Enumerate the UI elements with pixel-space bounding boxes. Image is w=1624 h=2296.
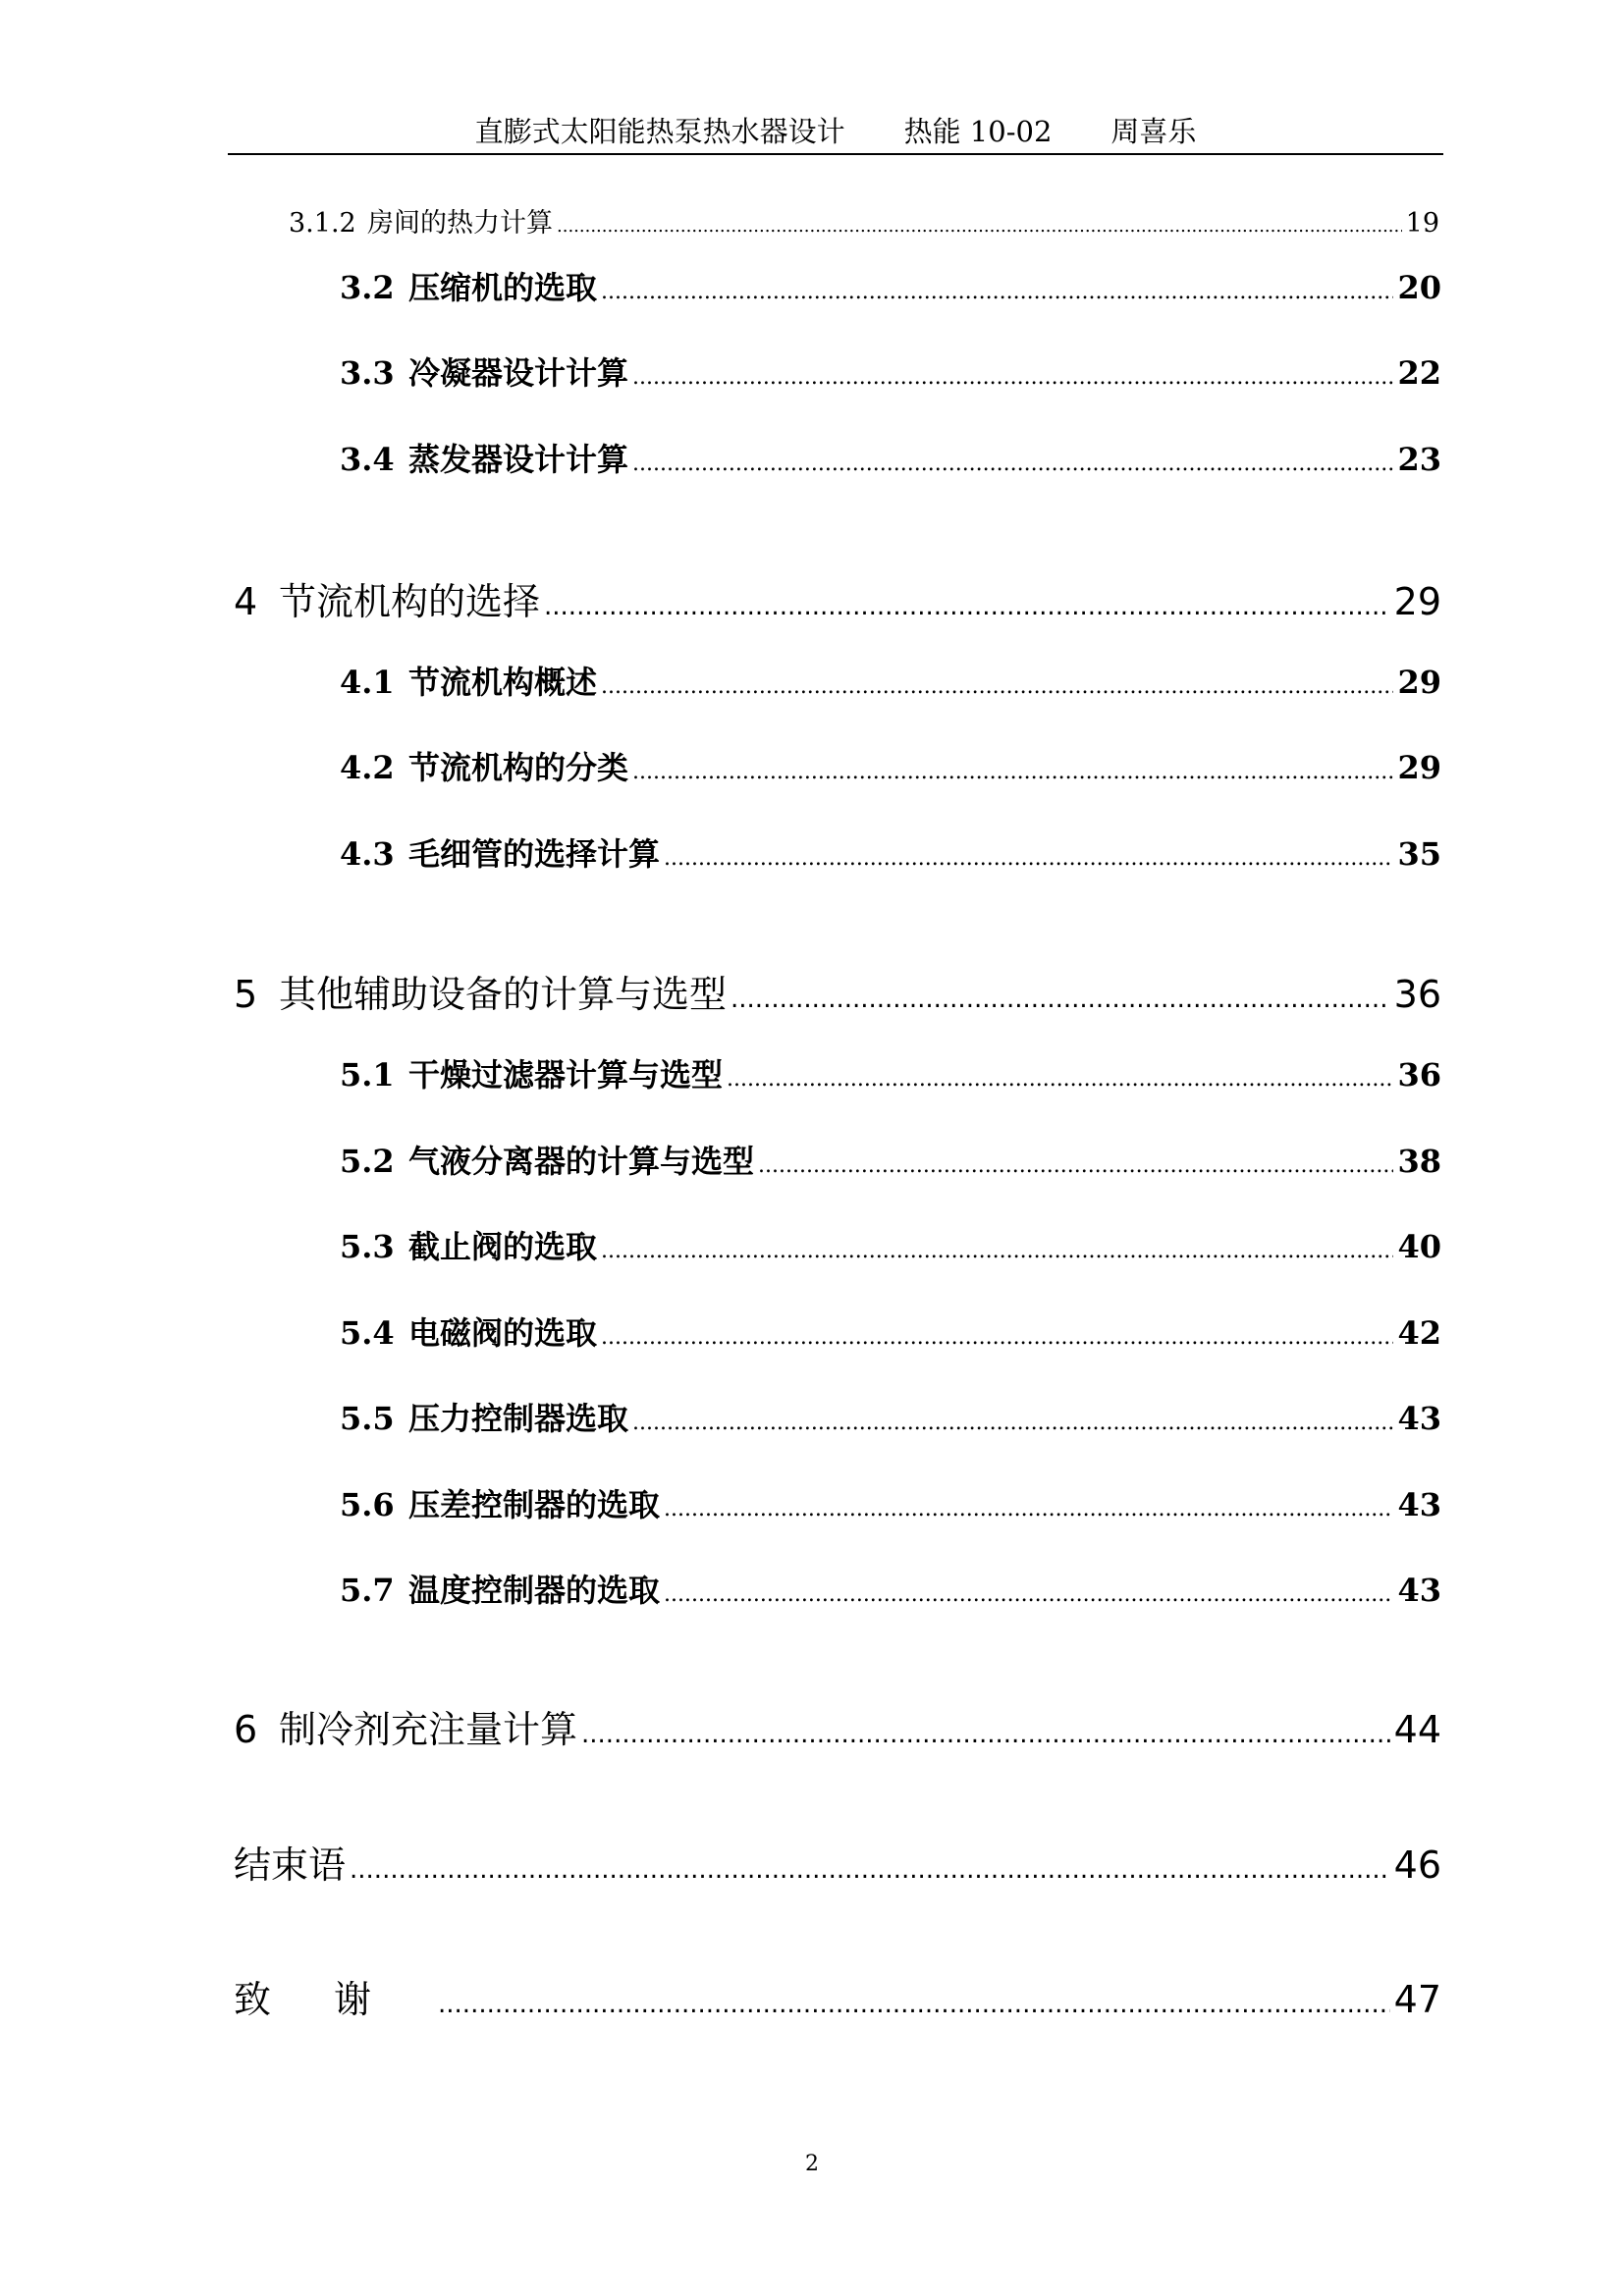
toc-entry[interactable] — [340, 1308, 1441, 1354]
toc-entry-title: 气液分离器的计算与选型 — [408, 1143, 755, 1180]
toc-entry[interactable] — [340, 1222, 1441, 1267]
toc-dot-leader — [350, 1855, 1390, 1885]
toc-entry-page: 23 — [1397, 441, 1441, 478]
toc-entry-number: 5.2 — [340, 1143, 395, 1180]
toc-entry-title: 压力控制器选取 — [408, 1400, 629, 1437]
toc-entry-title: 致谢 — [234, 1978, 435, 2021]
toc-entry[interactable] — [340, 435, 1441, 480]
toc-entry-page: 47 — [1393, 1978, 1441, 2021]
toc-entry-page: 43 — [1397, 1572, 1441, 1609]
header-class: 热能 10-02 — [903, 115, 1053, 148]
toc-entry-title: 温度控制器的选取 — [408, 1572, 661, 1609]
toc-entry[interactable] — [234, 571, 1441, 625]
toc-entry-title: 结束语 — [234, 1843, 347, 1887]
toc-dot-leader — [601, 674, 1393, 699]
toc-dot-leader — [601, 1239, 1393, 1263]
toc-entry[interactable] — [340, 1566, 1441, 1611]
toc-entry-number: 5.1 — [340, 1056, 395, 1094]
toc-dot-leader — [632, 760, 1393, 784]
toc-entry-title: 节流机构概述 — [408, 664, 598, 701]
toc-entry-title: 节流机构的选择 — [279, 580, 541, 623]
toc-entry[interactable] — [234, 1835, 1441, 1889]
toc-entry-page: 38 — [1397, 1143, 1441, 1180]
toc-entry[interactable] — [340, 348, 1441, 394]
toc-entry-title: 其他辅助设备的计算与选型 — [279, 973, 728, 1016]
toc-entry[interactable] — [340, 1480, 1441, 1525]
toc-entry[interactable] — [234, 1969, 1441, 2023]
toc-entry-page: 46 — [1393, 1843, 1441, 1887]
toc-entry-page: 44 — [1393, 1708, 1441, 1751]
toc-dot-leader — [632, 1411, 1393, 1435]
toc-entry[interactable] — [234, 964, 1441, 1018]
toc-entry[interactable] — [340, 658, 1441, 703]
toc-entry[interactable] — [340, 829, 1441, 875]
toc-entry-number: 3.2 — [340, 269, 395, 306]
toc-entry-page: 36 — [1397, 1056, 1441, 1094]
toc-entry[interactable] — [340, 743, 1441, 788]
toc-dot-leader — [632, 452, 1393, 476]
toc-entry[interactable] — [340, 1137, 1441, 1182]
toc-dot-leader — [601, 280, 1393, 304]
header-title: 直膨式太阳能热泵热水器设计 — [474, 115, 845, 148]
toc-entry-title: 压差控制器的选取 — [408, 1486, 661, 1523]
toc-entry[interactable] — [340, 1394, 1441, 1439]
toc-dot-leader — [544, 592, 1390, 621]
toc-dot-leader — [632, 365, 1393, 390]
toc-dot-leader — [731, 985, 1390, 1014]
toc-entry-title: 蒸发器设计计算 — [408, 441, 629, 478]
toc-entry-number: 3.1.2 — [289, 208, 356, 239]
toc-entry-number: 5.3 — [340, 1228, 395, 1265]
toc-entry-number: 3.3 — [340, 354, 395, 392]
toc-entry-number: 3.4 — [340, 441, 395, 478]
toc-dot-leader — [581, 1720, 1390, 1749]
toc-entry[interactable] — [289, 201, 1439, 240]
page-number: 2 — [805, 2152, 819, 2176]
toc-entry-number: 5.6 — [340, 1486, 395, 1523]
toc-entry-number: 4.3 — [340, 835, 395, 873]
toc-entry-number: 5.7 — [340, 1572, 395, 1609]
toc-entry-title: 节流机构的分类 — [408, 749, 629, 786]
toc-entry-number: 4 — [234, 580, 258, 623]
toc-dot-leader — [557, 216, 1402, 237]
toc-dot-leader — [758, 1153, 1393, 1178]
toc-entry-number: 5.4 — [340, 1314, 395, 1352]
toc-entry-page: 35 — [1397, 835, 1441, 873]
toc-entry-page: 43 — [1397, 1400, 1441, 1437]
toc-dot-leader — [664, 1497, 1393, 1522]
toc-entry-number: 4.1 — [340, 664, 395, 701]
toc-entry-title: 电磁阀的选取 — [408, 1314, 598, 1352]
toc-entry-page: 42 — [1397, 1314, 1441, 1352]
toc-entry-page: 29 — [1397, 749, 1441, 786]
toc-entry-page: 36 — [1393, 973, 1441, 1016]
toc-entry-number: 6 — [234, 1708, 258, 1751]
toc-entry-page: 29 — [1393, 580, 1441, 623]
toc-dot-leader — [438, 1990, 1390, 2019]
toc-entry-number: 4.2 — [340, 749, 395, 786]
toc-entry-page: 40 — [1397, 1228, 1441, 1265]
toc-dot-leader — [664, 1582, 1393, 1607]
toc-entry[interactable] — [340, 263, 1441, 308]
toc-dot-leader — [664, 846, 1393, 871]
toc-entry-page: 19 — [1405, 208, 1439, 239]
toc-entry-title: 截止阀的选取 — [408, 1228, 598, 1265]
header-author: 周喜乐 — [1110, 115, 1197, 148]
toc-entry-number: 5.5 — [340, 1400, 395, 1437]
toc-entry-title: 制冷剂充注量计算 — [279, 1708, 578, 1751]
toc-dot-leader — [601, 1325, 1393, 1350]
toc-entry-page: 20 — [1397, 269, 1441, 306]
toc-entry-title: 压缩机的选取 — [408, 269, 598, 306]
toc-entry-page: 43 — [1397, 1486, 1441, 1523]
toc-entry[interactable] — [340, 1050, 1441, 1095]
toc-entry-page: 29 — [1397, 664, 1441, 701]
toc-entry-title: 冷凝器设计计算 — [408, 354, 629, 392]
toc-entry-title: 房间的热力计算 — [367, 208, 553, 239]
page-header — [228, 110, 1443, 155]
toc-entry-title: 毛细管的选择计算 — [408, 835, 661, 873]
toc-entry[interactable] — [234, 1699, 1441, 1753]
toc-dot-leader — [727, 1067, 1393, 1092]
toc-entry-title: 干燥过滤器计算与选型 — [408, 1056, 724, 1094]
toc-entry-number: 5 — [234, 973, 258, 1016]
toc-entry-page: 22 — [1397, 354, 1441, 392]
